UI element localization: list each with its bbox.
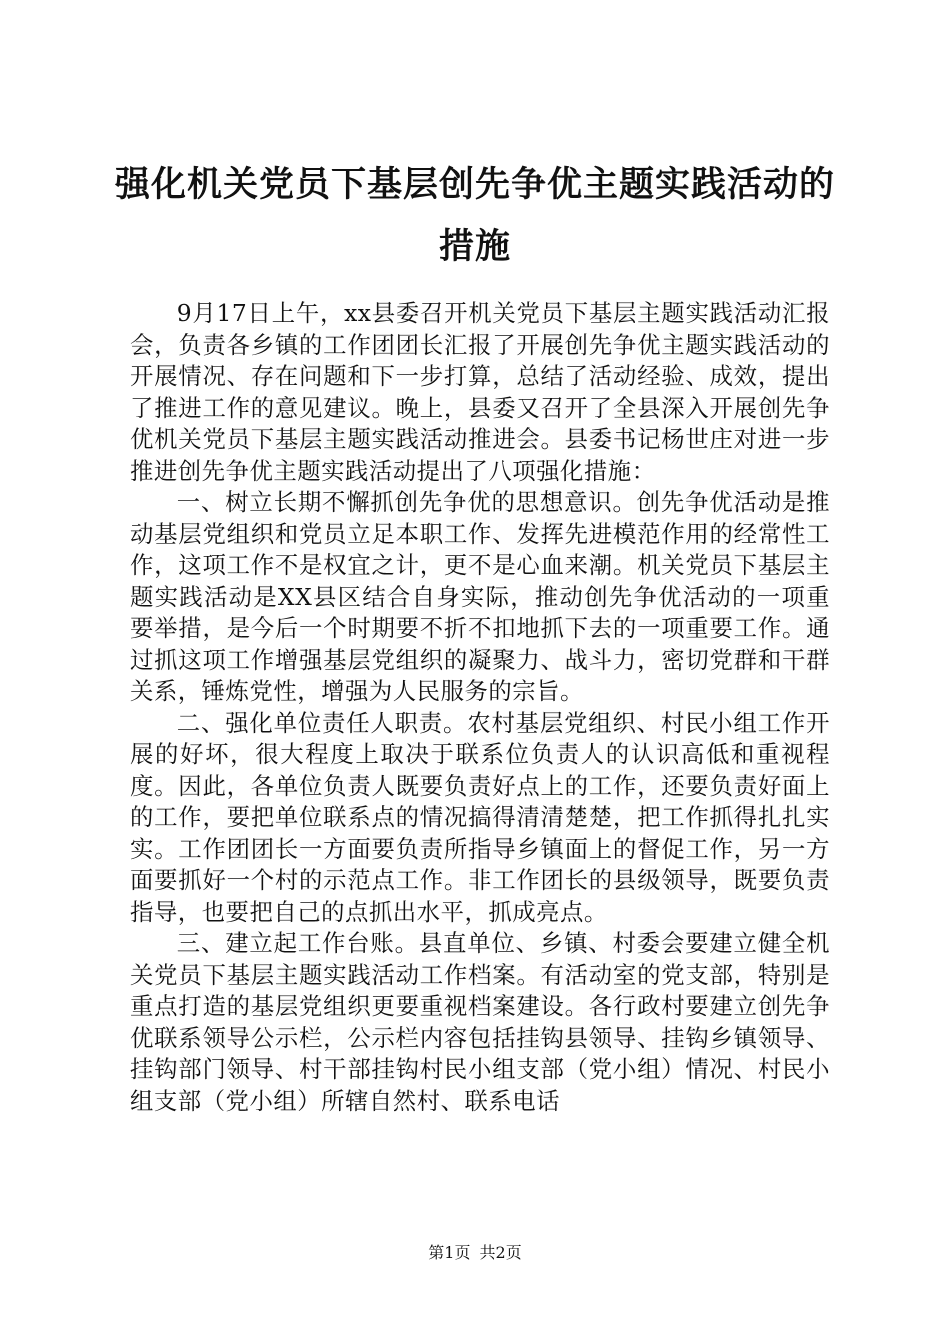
paragraph-measure-1: 一、树立长期不懈抓创先争优的思想意识。创先争优活动是推动基层党组织和党员立足本职工作、发挥先进模范作用的经常性工作，这项工作不是权宜之计，更不是心血来潮。机关党员下基层主题实践活动是XX县区结合自身实际，推动创先争优活动的一项重要举措，是今后一个时期要不折不扣地抓下去的一项重要工作。通过抓这项工作增强基层党组织的凝聚力、战斗力，密切党群和干群关系，锤炼党性，增强为人民服务的宗旨。: [130, 488, 830, 705]
page-footer: [0, 1243, 950, 1263]
document-body: [130, 298, 830, 1117]
paragraph-measure-2: 二、强化单位责任人职责。农村基层党组织、村民小组工作开展的好坏，很大程度上取决于联系位负责人的认识高低和重视程度。因此，各单位负责人既要负责好点上的工作，还要负责好面上的工作，要把单位联系点的情况搞得清清楚楚，把工作抓得扎扎实实。工作团团长一方面要负责所指导乡镇面上的督促工作，另一方面要抓好一个村的示范点工作。非工作团长的县级领导，既要负责指导，也要把自己的点抓出水平，抓成亮点。: [130, 708, 830, 926]
paragraph-intro: 9月17日上午，xx县委召开机关党员下基层主题实践活动汇报会，负责各乡镇的工作团团长汇报了开展创先争优主题实践活动的开展情况、存在问题和下一步打算，总结了活动经验、成效，提出了推进工作的意见建议。晚上，县委又召开了全县深入开展创先争优机关党员下基层主题实践活动推进会。县委书记杨世庄对进一步推进创先争优主题实践活动提出了八项强化措施：: [130, 299, 830, 485]
page-total: 共2页: [479, 1243, 522, 1262]
paragraph-measure-3: 三、建立起工作台账。县直单位、乡镇、村委会要建立健全机关党员下基层主题实践活动工作档案。有活动室的党支部，特别是重点打造的基层党组织更要重视档案建设。各行政村要建立创先争优联系领导公示栏，公示栏内容包括挂钩县领导、挂钩乡镇领导、挂钩部门领导、村干部挂钩村民小组支部（党小组）情况、村民小组支部（党小组）所辖自然村、联系电话: [130, 929, 830, 1115]
document-title: 强化机关党员下基层创先争优主题实践活动的措施: [114, 164, 835, 267]
page-number: 第1页: [428, 1243, 471, 1262]
